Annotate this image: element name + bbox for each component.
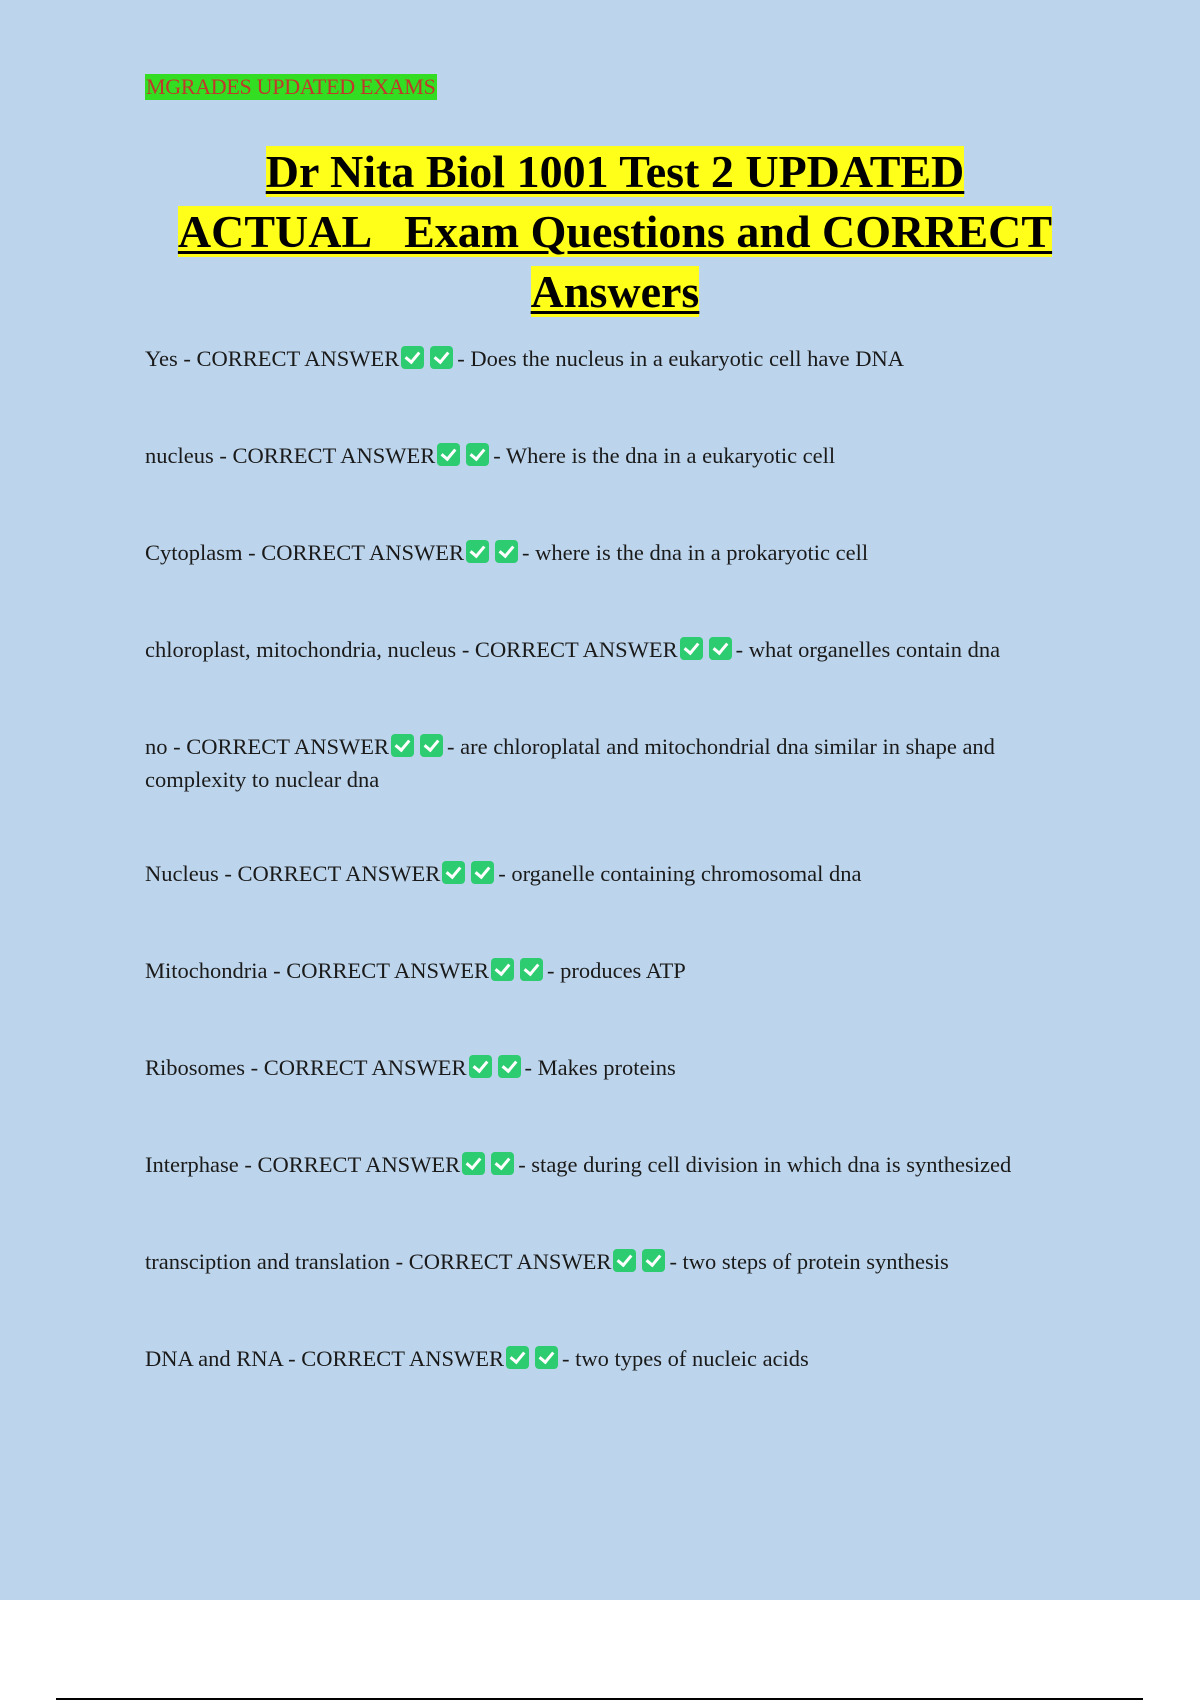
qa-item <box>145 633 1095 666</box>
qa-separator: - CORRECT ANSWER <box>218 861 441 886</box>
qa-question: - two types of nucleic acids <box>562 1346 809 1371</box>
qa-item <box>145 536 1095 569</box>
check-box-icon <box>466 443 489 466</box>
title-line-1: Dr Nita Biol 1001 Test 2 UPDATED <box>265 146 965 197</box>
qa-answer: Ribosomes <box>145 1055 246 1080</box>
check-box-icon <box>437 443 460 466</box>
check-box-icon <box>466 540 489 563</box>
qa-item <box>145 1051 1095 1084</box>
qa-question: - produces ATP <box>546 958 686 983</box>
title-line-3: Answers <box>530 266 700 317</box>
qa-answer: Cytoplasm <box>145 540 243 565</box>
check-box-icon <box>491 958 514 981</box>
qa-answer: transciption and translation <box>145 1249 390 1274</box>
qa-question: - Makes proteins <box>524 1055 676 1080</box>
qa-item <box>145 857 1095 890</box>
qa-answer: Yes <box>145 346 178 371</box>
qa-item <box>145 1148 1095 1181</box>
title-line-2: ACTUAL Exam Questions and CORRECT <box>177 206 1053 257</box>
qa-separator: - CORRECT ANSWER <box>245 1055 467 1080</box>
check-box-icon <box>491 1152 514 1175</box>
qa-answer: chloroplast, mitochondria, nucleus <box>145 637 457 662</box>
check-box-icon <box>498 1055 521 1078</box>
qa-question: - what organelles contain dna <box>735 637 1001 662</box>
qa-separator: - CORRECT ANSWER <box>267 958 489 983</box>
check-box-icon <box>442 861 465 884</box>
qa-item <box>145 954 1095 987</box>
qa-question: - Does the nucleus in a eukaryotic cell have DNA <box>457 346 904 371</box>
qa-question: - stage during cell division in which dna is synthesized <box>518 1152 1012 1177</box>
qa-separator: - CORRECT ANSWER <box>456 637 678 662</box>
qa-answer: Mitochondria <box>145 958 268 983</box>
qa-answer: nucleus <box>145 443 214 468</box>
qa-item <box>145 342 1095 375</box>
check-box-icon <box>391 734 414 757</box>
qa-separator: - CORRECT ANSWER <box>213 443 436 468</box>
header-tag: MGRADES UPDATED EXAMS <box>146 74 436 99</box>
qa-answer: Interphase <box>145 1152 239 1177</box>
check-box-icon <box>462 1152 485 1175</box>
qa-question: - are chloroplatal and mitochondrial dna similar in shape and complexity to nuclear dna <box>145 734 995 792</box>
qa-question: - two steps of protein synthesis <box>669 1249 949 1274</box>
check-box-icon <box>430 346 453 369</box>
check-box-icon <box>471 861 494 884</box>
qa-separator: - CORRECT ANSWER <box>242 540 464 565</box>
check-box-icon <box>680 637 703 660</box>
check-box-icon <box>613 1249 636 1272</box>
check-box-icon <box>642 1249 665 1272</box>
qa-separator: - CORRECT ANSWER <box>389 1249 612 1274</box>
qa-question: - where is the dna in a prokaryotic cell <box>522 540 869 565</box>
check-box-icon <box>520 958 543 981</box>
check-box-icon <box>495 540 518 563</box>
qa-item <box>145 1245 1095 1278</box>
qa-answer: DNA and RNA <box>145 1346 283 1371</box>
qa-answer: Nucleus <box>145 861 219 886</box>
qa-separator: - CORRECT ANSWER <box>177 346 400 371</box>
page-title <box>140 142 1090 322</box>
check-box-icon <box>420 734 443 757</box>
qa-separator: - CORRECT ANSWER <box>238 1152 461 1177</box>
qa-answer: no <box>145 734 168 759</box>
check-box-icon <box>506 1346 529 1369</box>
qa-question: - organelle containing chromosomal dna <box>498 861 862 886</box>
qa-separator: - CORRECT ANSWER <box>167 734 389 759</box>
check-box-icon <box>709 637 732 660</box>
qa-question: - Where is the dna in a eukaryotic cell <box>493 443 836 468</box>
qa-separator: - CORRECT ANSWER <box>282 1346 504 1371</box>
qa-item <box>145 730 1095 796</box>
qa-item <box>145 439 1095 472</box>
qa-item <box>145 1342 1095 1375</box>
check-box-icon <box>469 1055 492 1078</box>
check-box-icon <box>401 346 424 369</box>
check-box-icon <box>535 1346 558 1369</box>
